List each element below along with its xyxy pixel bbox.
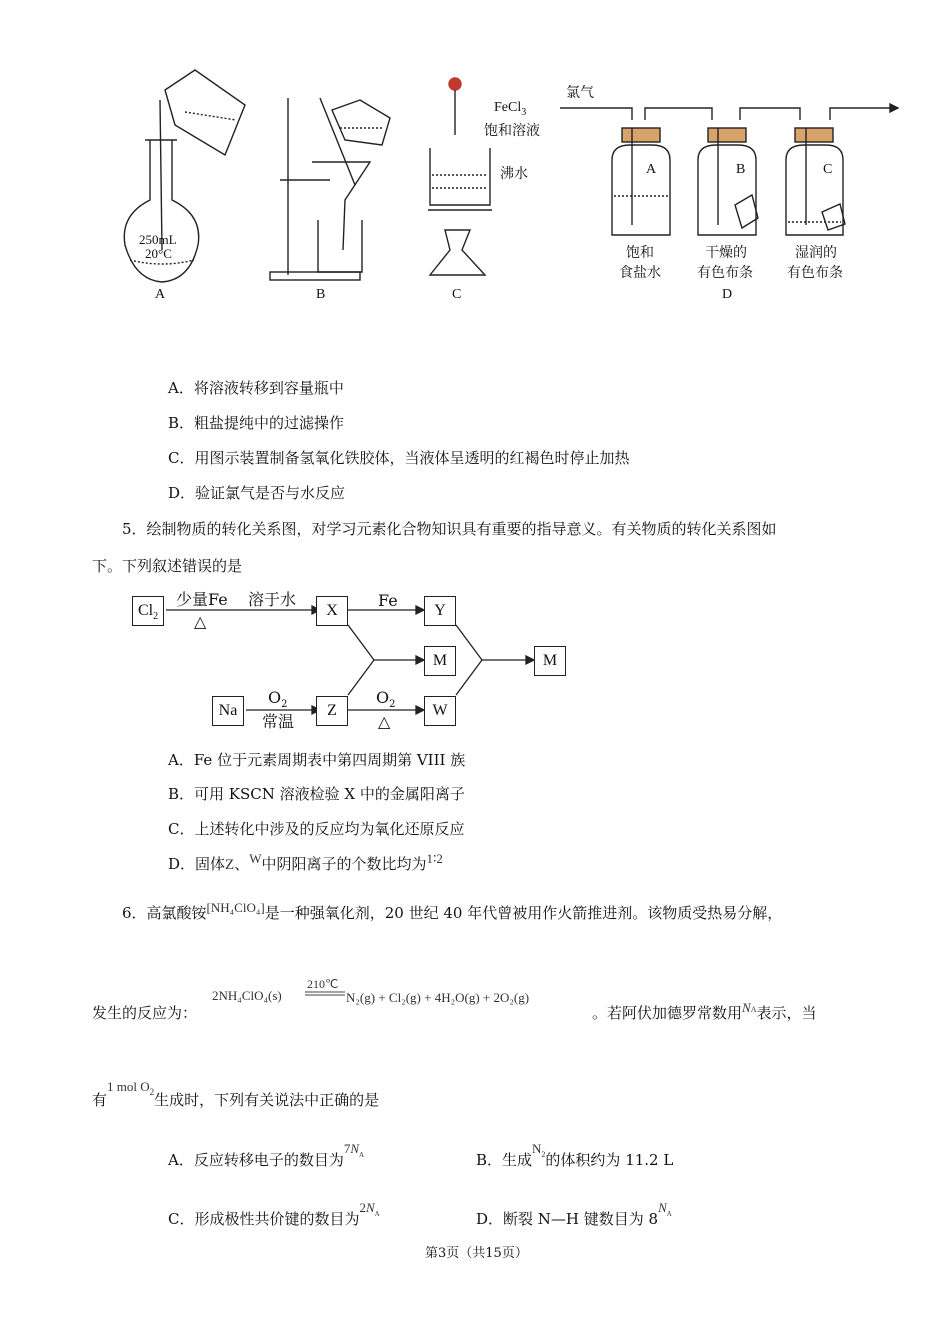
q5-stem-line1: 5．绘制物质的转化关系图，对学习元素化合物知识具有重要的指导意义。有关物质的转化关系图如 — [122, 520, 777, 538]
q5-option-b: B．可用 KSCN 溶液检验 X 中的金属阳离子 — [168, 785, 465, 803]
q6-line2-post: 。若阿伏加德罗常数用$N^A$表示，当 — [592, 1000, 817, 1022]
boiling-water-label: 沸水 — [500, 167, 528, 182]
box-w: W — [424, 696, 456, 726]
room-temp-label: 常温 — [262, 712, 295, 731]
bottle-a-text-1: 饱和 — [626, 246, 654, 261]
q4-option-c: C．用图示装置制备氢氧化铁胶体，当液体呈透明的红褐色时停止加热 — [168, 449, 630, 467]
q6-option-a: A．反应转移电子的数目为$7N^A$ — [168, 1141, 365, 1169]
panel-b-label: B — [316, 287, 326, 302]
saturated-solution-label: 饱和溶液 — [484, 124, 540, 139]
q6-line1: 6．高氯酸铵[NH₄ClO₄]是一种强氧化剂，20 世纪 40 年代曾被用作火箭推进剂。该物质受热易分解， — [122, 900, 783, 922]
box-y: Y — [424, 596, 456, 626]
bottle-b-label: B — [736, 162, 746, 177]
q4-option-a: A．将溶液转移到容量瓶中 — [168, 379, 344, 397]
o2-label-b: $O_2$ — [376, 688, 396, 710]
page-footer: 第3页（共15页） — [425, 1246, 528, 1261]
box-x: X — [316, 596, 348, 626]
bottle-a-text-2: 食盐水 — [619, 266, 661, 281]
q5-option-a: A．Fe 位于元素周期表中第四周期第 VIII 族 — [168, 751, 466, 769]
flask-volume-label: 250mL — [139, 232, 177, 247]
panel-d-label: D — [722, 287, 733, 302]
bottle-b-text-1: 干燥的 — [705, 246, 747, 261]
reaction-right: N₂(g) + Cl₂(g) + 4H₂O(g) + 2O₂(g) — [346, 990, 530, 1005]
fe-arrow-label: Fe — [378, 591, 398, 610]
q6-option-b: B．生成$N^2$的体积约为 11.2 L — [476, 1141, 674, 1169]
bottle-b-text-2: 有色布条 — [697, 266, 753, 281]
box-z: Z — [316, 696, 348, 726]
q4-option-d: D．验证氯气是否与水反应 — [168, 484, 346, 502]
q4-option-b: B．粗盐提纯中的过滤操作 — [168, 414, 345, 432]
fecl3-label: FeCl$_3$ — [494, 100, 527, 118]
bottle-c-text-2: 有色布条 — [787, 266, 843, 281]
panel-a-label: A — [155, 287, 166, 302]
box-na: Na — [212, 696, 244, 726]
bottle-c-label: C — [823, 162, 833, 177]
reaction-condition: 210℃ — [307, 977, 339, 991]
box-m-middle: M — [424, 646, 456, 676]
q6-option-c: C．形成极性共价键的数目为$2N^A$ — [168, 1200, 380, 1228]
panel-c-label: C — [452, 287, 462, 302]
q5-option-c: C．上述转化中涉及的反应均为氧化还原反应 — [168, 820, 465, 838]
heat-label: △ — [378, 712, 391, 731]
flask-temp-label: 20°C — [145, 246, 172, 261]
q6-line2-pre: 发生的反应为： — [92, 1004, 198, 1022]
q6-line3: 有1 mol $O^2$生成时，下列有关说法中正确的是 — [92, 1079, 380, 1109]
arrow2-label-top: 溶于水 — [248, 590, 297, 609]
arrow1-label-top: 少量Fe — [176, 590, 228, 609]
q6-option-d: D．断裂 N—H 键数目为 $8N^A$ — [476, 1200, 672, 1228]
box-cl2: $Cl_2$ — [132, 596, 164, 626]
q5-option-d: D．固体Z、W中阴阳离子的个数比均为1∶2 — [168, 851, 443, 873]
o2-label-a: $O_2$ — [268, 688, 288, 710]
bottle-a-label: A — [646, 162, 657, 177]
chlorine-gas-label: 氯气 — [566, 86, 594, 101]
bottle-c-text-1: 湿润的 — [795, 246, 837, 261]
q5-stem-line2: 下。下列叙述错误的是 — [92, 557, 243, 575]
box-m-right: M — [534, 646, 566, 676]
arrow1-label-bottom: △ — [194, 612, 207, 631]
reaction-left: 2NH₄ClO₄(s) — [212, 988, 282, 1003]
